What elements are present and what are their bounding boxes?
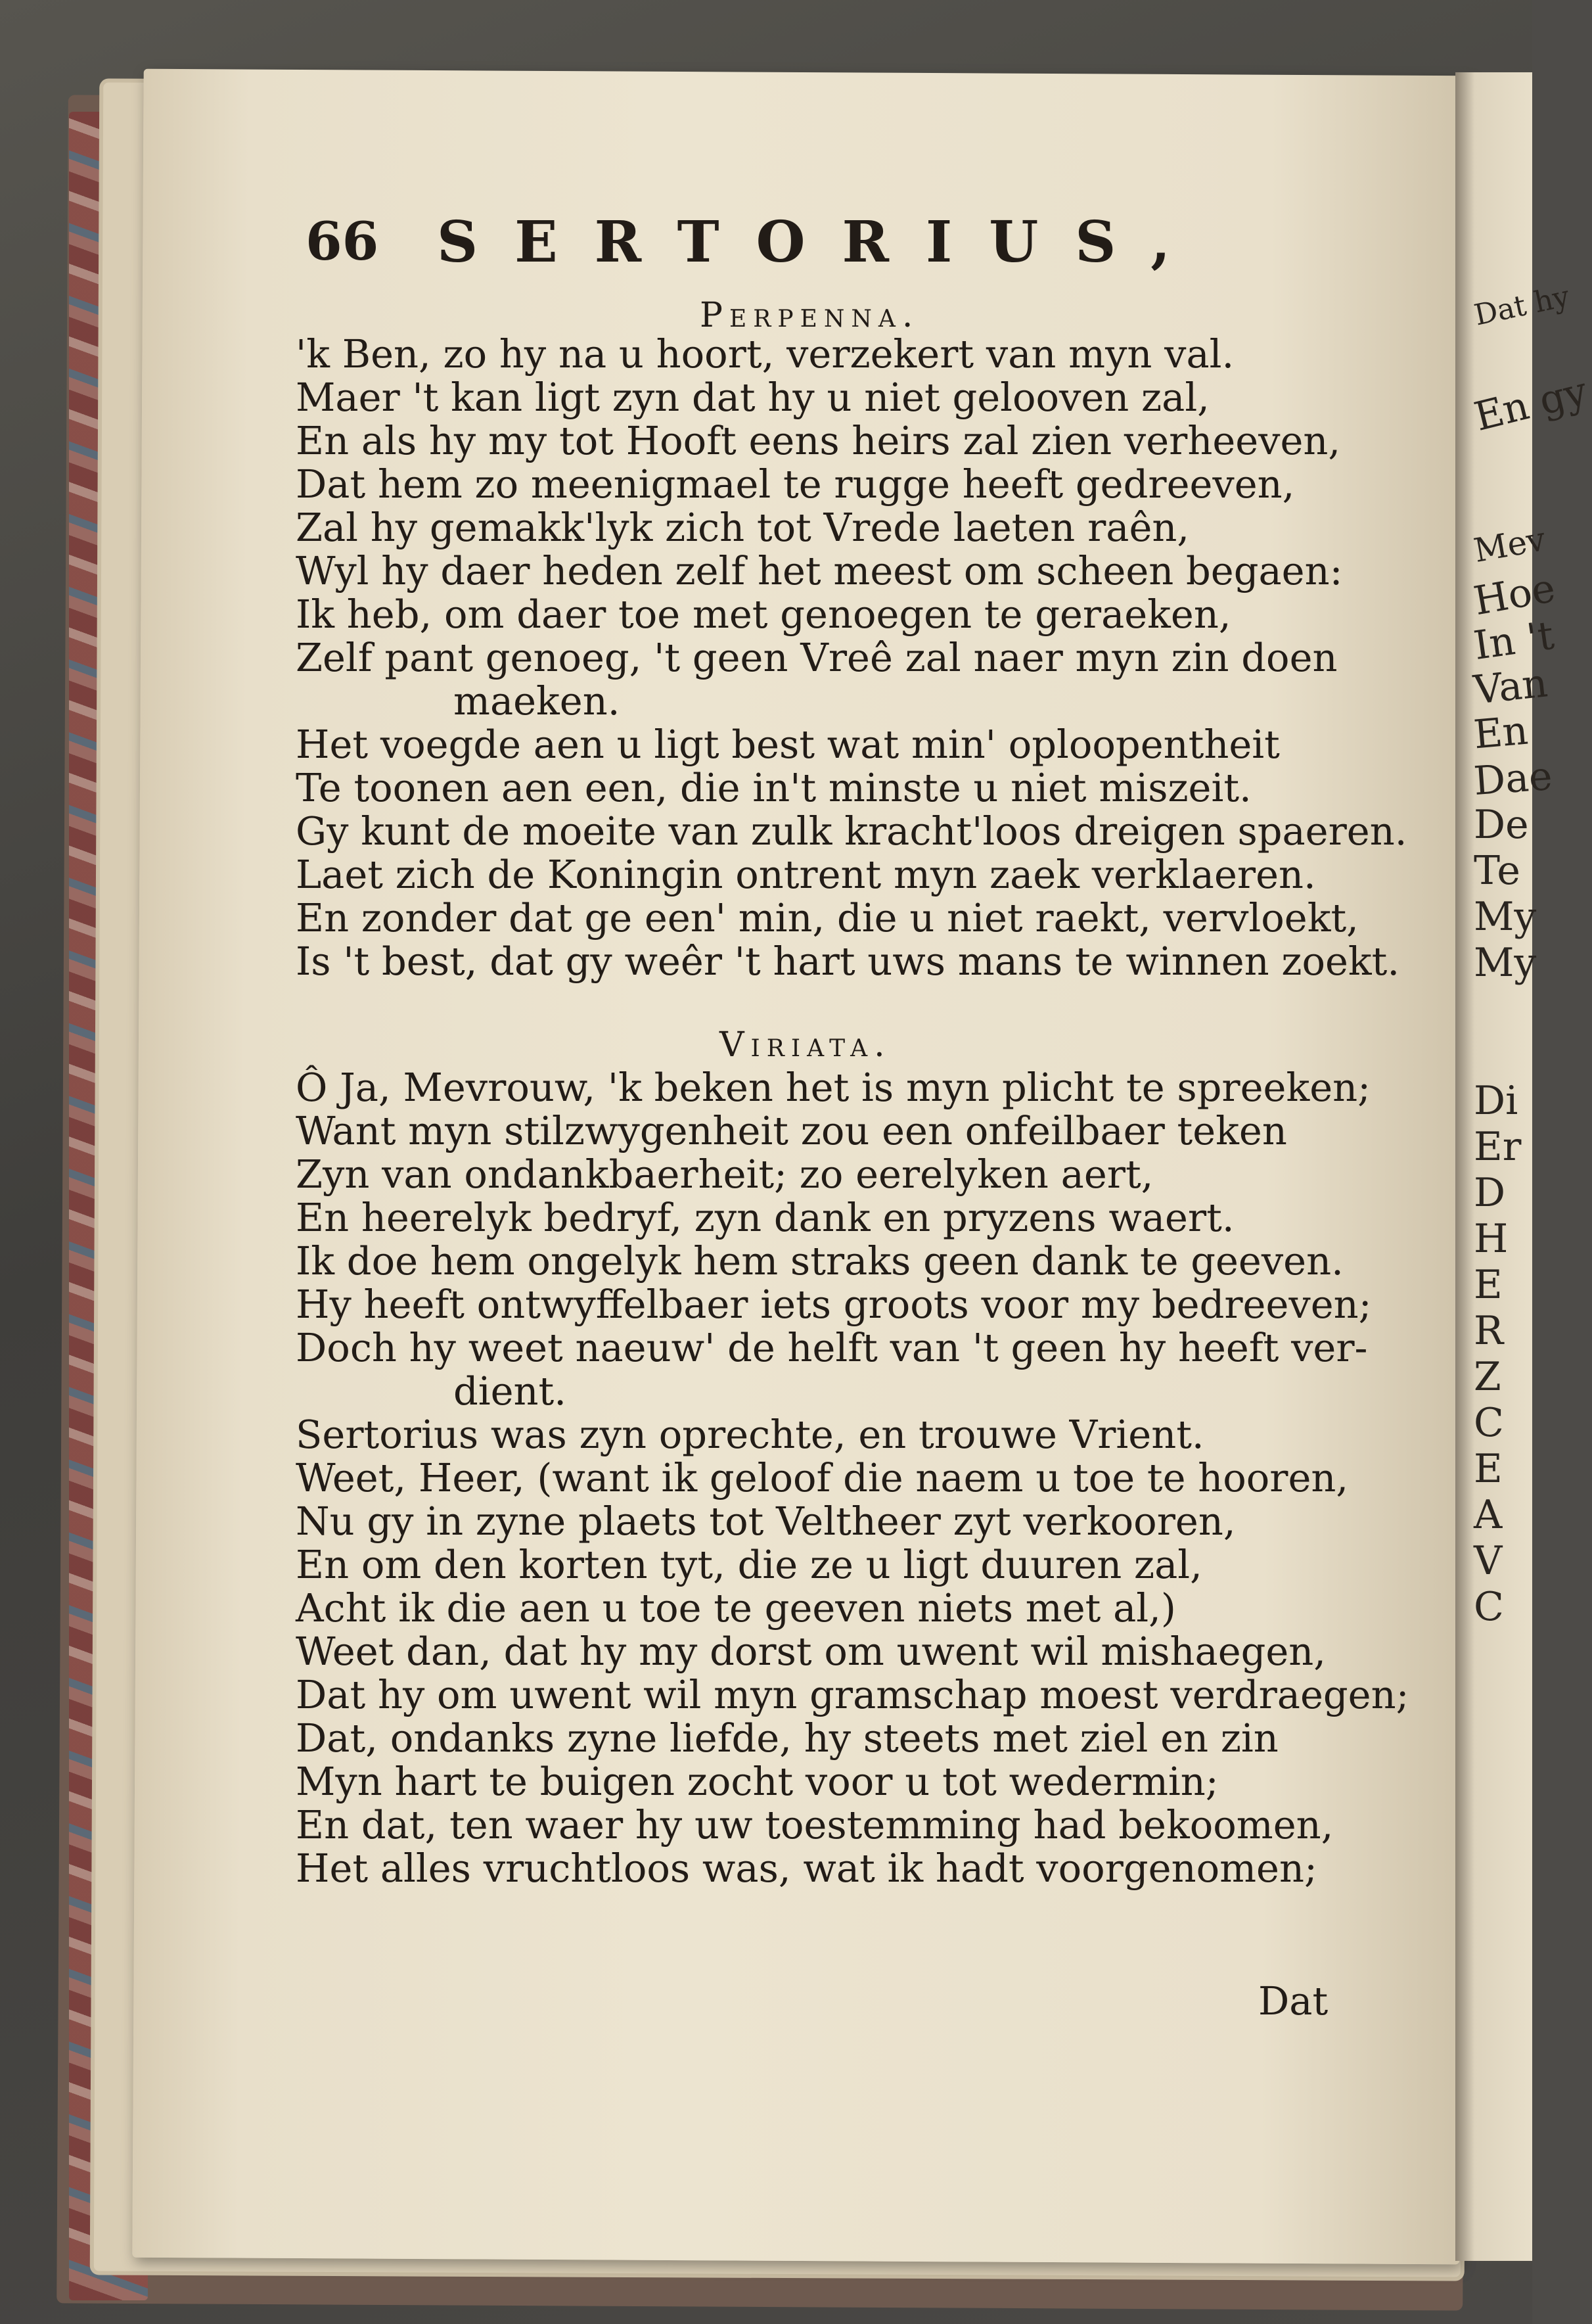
facing-fragment: Hoe [1470, 565, 1559, 625]
verse-line: Doch hy weet naeuw' de helft van 't geen hy heeft ver- [296, 1325, 1368, 1370]
verse-line: Is 't best, dat gy weêr 't hart uws mans te winnen zoekt. [296, 939, 1400, 984]
verse-line: En om den korten tyt, die ze u ligt duuren zal, [296, 1542, 1202, 1587]
verse-line: Zal hy gemakk'lyk zich tot Vrede laeten raên, [296, 505, 1190, 550]
facing-fragment: En [1472, 707, 1530, 758]
facing-fragment: R [1474, 1308, 1504, 1354]
facing-fragment: Er [1474, 1124, 1522, 1170]
facing-fragment: Di [1474, 1078, 1518, 1124]
facing-fragment: In 't [1470, 612, 1557, 670]
catchword: Dat [1258, 1978, 1329, 2024]
facing-fragment: E [1474, 1262, 1503, 1308]
verse-line: Dat hem zo meenigmael te rugge heeft gedreeven, [296, 461, 1295, 507]
facing-fragment: C [1474, 1400, 1504, 1446]
verse-line: Hy heeft ontwyffelbaer iets groots voor my bedreeven; [296, 1282, 1372, 1327]
verse-line: Weet dan, dat hy my dorst om uwent wil mishaegen, [296, 1629, 1327, 1674]
verse-line-turnover: maeken. [453, 678, 620, 724]
speaker-heading: Perpenna. [700, 296, 920, 335]
facing-fragment: D [1474, 1170, 1506, 1216]
verse-line: Weet, Heer, (want ik geloof die naem u toe te hooren, [296, 1455, 1349, 1500]
running-head: SERTORIUS, [437, 209, 1208, 275]
facing-fragment: Van [1471, 660, 1550, 714]
verse-line: 'k Ben, zo hy na u hoort, verzekert van myn val. [296, 331, 1235, 377]
verse-line: Acht ik die aen u toe te geeven niets met al,) [296, 1585, 1176, 1631]
verse-line: Wyl hy daer heden zelf het meest om scheen begaen: [296, 548, 1343, 593]
verse-line: Zelf pant genoeg, 't geen Vreê zal naer myn zin doen [296, 635, 1338, 680]
perpenna-speech [296, 331, 1407, 984]
verse-line: Maer 't kan ligt zyn dat hy u niet gelooven zal, [296, 375, 1210, 420]
verse-line: En dat, ten waer hy uw toestemming had bekoomen, [296, 1802, 1334, 1848]
verse-line: Dat hy om uwent wil myn gramschap moest verdraegen; [296, 1672, 1409, 1717]
verse-line: Ik heb, om daer toe met genoegen te geraeken, [296, 592, 1231, 637]
facing-fragment: Mev [1470, 519, 1549, 570]
facing-fragment: E [1474, 1446, 1503, 1492]
verse-line-turnover: dient. [453, 1368, 567, 1414]
verse-line: Ik doe hem ongelyk hem straks geen dank te geeven. [296, 1238, 1344, 1284]
viriata-speech [296, 1065, 1409, 1891]
verse-line: Het alles vruchtloos was, wat ik hadt voorgenomen; [296, 1846, 1317, 1891]
verse-line: Te toonen aen een, die in't minste u niet miszeit. [296, 765, 1252, 810]
facing-fragment: My [1474, 940, 1537, 986]
facing-fragment: H [1474, 1216, 1509, 1262]
verse-line: Zyn van ondankbaerheit; zo eerelyken aert, [296, 1151, 1154, 1197]
facing-fragment: De [1474, 802, 1529, 848]
verse-line: Myn hart te buigen zocht voor u tot wedermin; [296, 1759, 1219, 1804]
facing-fragment: V [1474, 1538, 1503, 1584]
verse-line: En zonder dat ge een' min, die u niet raekt, vervloekt, [296, 895, 1359, 941]
verse-line: Laet zich de Koningin ontrent myn zaek verklaeren. [296, 852, 1316, 897]
facing-fragment: Dat hy [1471, 279, 1573, 333]
facing-fragment: A [1474, 1492, 1503, 1538]
verse-line: Het voegde aen u ligt best wat min' oploopentheit [296, 722, 1280, 767]
verse-line: Want myn stilzwygenheit zou een onfeilbaer teken [296, 1108, 1287, 1153]
facing-fragment: Dae [1472, 753, 1554, 805]
facing-fragment: Z [1474, 1354, 1501, 1400]
verse-line: Gy kunt de moeite van zulk kracht'loos dreigen spaeren. [296, 808, 1407, 854]
facing-fragment: En gy [1470, 368, 1592, 440]
verse-line: Sertorius was zyn oprechte, en trouwe Vrient. [296, 1412, 1204, 1457]
verse-line: Nu gy in zyne plaets tot Veltheer zyt verkooren, [296, 1499, 1236, 1544]
facing-fragment: C [1474, 1584, 1504, 1630]
facing-fragment: My [1474, 894, 1537, 940]
verse-line: Ô Ja, Mevrouw, 'k beken het is myn plicht te spreeken; [296, 1065, 1371, 1110]
verse-line: En als hy my tot Hooft eens heirs zal zien verheeven, [296, 418, 1341, 463]
speaker-heading: Viriata. [719, 1025, 892, 1065]
facing-fragment: Te [1474, 848, 1520, 894]
page-number: 66 [306, 210, 379, 272]
verse-line: En heerelyk bedryf, zyn dank en pryzens waert. [296, 1195, 1235, 1240]
verse-line: Dat, ondanks zyne liefde, hy steets met ziel en zin [296, 1715, 1279, 1761]
